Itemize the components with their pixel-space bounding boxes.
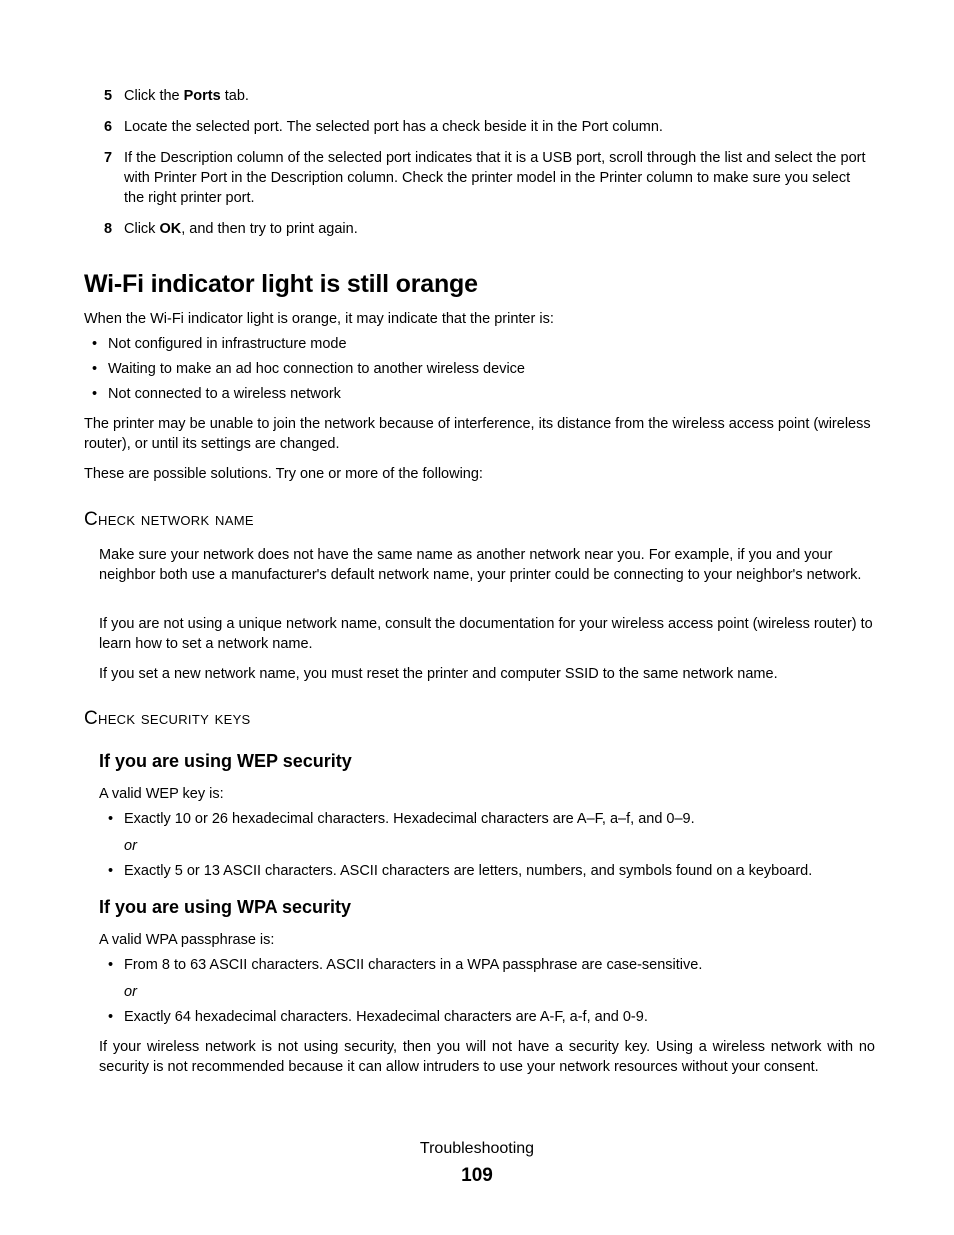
step-text-bold: OK (159, 221, 182, 237)
bullet-icon: • (108, 1009, 114, 1025)
step-text-pre: Click (124, 221, 160, 237)
bullet-icon: • (92, 336, 98, 352)
wep-heading: If you are using WEP security (99, 751, 352, 771)
bullet-text: Waiting to make an ad hoc connection to another wireless device (108, 361, 525, 377)
bullet-icon: • (92, 386, 98, 402)
network-paragraph: If you set a new network name, you must reset the printer and computer SSID to the same network name. (99, 666, 778, 682)
bullet-text: Exactly 10 or 26 hexadecimal characters. Hexadecimal characters are A–F, a–f, and 0–9. (124, 811, 695, 827)
step-number: 5 (104, 88, 113, 104)
or-separator: or (124, 984, 137, 1000)
bullet-text: Not configured in infrastructure mode (108, 336, 347, 352)
bullet-text: Exactly 5 or 13 ASCII characters. ASCII characters are letters, numbers, and symbols found on a keyboard. (124, 863, 813, 879)
bullet-icon: • (108, 811, 114, 827)
step-number: 8 (104, 221, 113, 237)
or-separator: or (124, 838, 137, 854)
page-number: 109 (461, 1165, 493, 1186)
bullet-text: Not connected to a wireless network (108, 386, 341, 402)
step-text: If the Description column of the selected port indicates that it is a USB port, scroll through the list and select the port with Printer Port in the Description column. Check the printer model in the Printer column to make sure you select the right printer port. (124, 150, 866, 206)
step-text-pre: Click the (124, 88, 184, 104)
section-title: Wi-Fi indicator light is still orange (84, 270, 478, 298)
section-paragraph: The printer may be unable to join the network because of interference, its distance from the wireless access point (wireless router), or until its settings are changed. (84, 416, 871, 452)
step-text (124, 219, 869, 239)
wep-intro: A valid WEP key is: (99, 786, 224, 802)
network-paragraph: If you are not using a unique network name, consult the documentation for your wireless access point (wireless router) to learn how to set a network name. (99, 616, 873, 652)
section-intro: When the Wi-Fi indicator light is orange, it may indicate that the printer is: (84, 311, 554, 327)
step-text-post: tab. (220, 88, 249, 104)
network-paragraph: Make sure your network does not have the same name as another network near you. For example, if you and your neighbor both use a manufacturer's default network name, your printer could be connecting to your neighbor's network. (99, 547, 862, 583)
subsection-title-network: Check network name (84, 509, 254, 530)
step-number: 6 (104, 119, 113, 135)
step-text: Locate the selected port. The selected port has a check beside it in the Port column. (124, 119, 663, 135)
wpa-heading: If you are using WPA security (99, 897, 352, 917)
wpa-intro: A valid WPA passphrase is: (99, 932, 275, 948)
security-closing: If your wireless network is not using security, then you will not have a security key. Using a wireless network with no security is not recommended because it can allow intruders to use your network resources without your consent. (99, 1039, 875, 1075)
section-paragraph: These are possible solutions. Try one or more of the following: (84, 466, 483, 482)
step-text-bold: Ports (183, 88, 221, 104)
bullet-icon: • (92, 361, 98, 377)
bullet-icon: • (108, 863, 114, 879)
footer-section-name: Troubleshooting (419, 1140, 535, 1157)
subsection-title-security: Check security keys (84, 708, 251, 729)
bullet-text: From 8 to 63 ASCII characters. ASCII characters in a WPA passphrase are case-sensitive. (124, 957, 703, 973)
bullet-text: Exactly 64 hexadecimal characters. Hexadecimal characters are A-F, a-f, and 0-9. (124, 1009, 648, 1025)
step-number: 7 (104, 150, 113, 166)
step-text-post: , and then try to print again. (181, 221, 358, 237)
bullet-icon: • (108, 957, 114, 973)
step-text (124, 86, 869, 106)
